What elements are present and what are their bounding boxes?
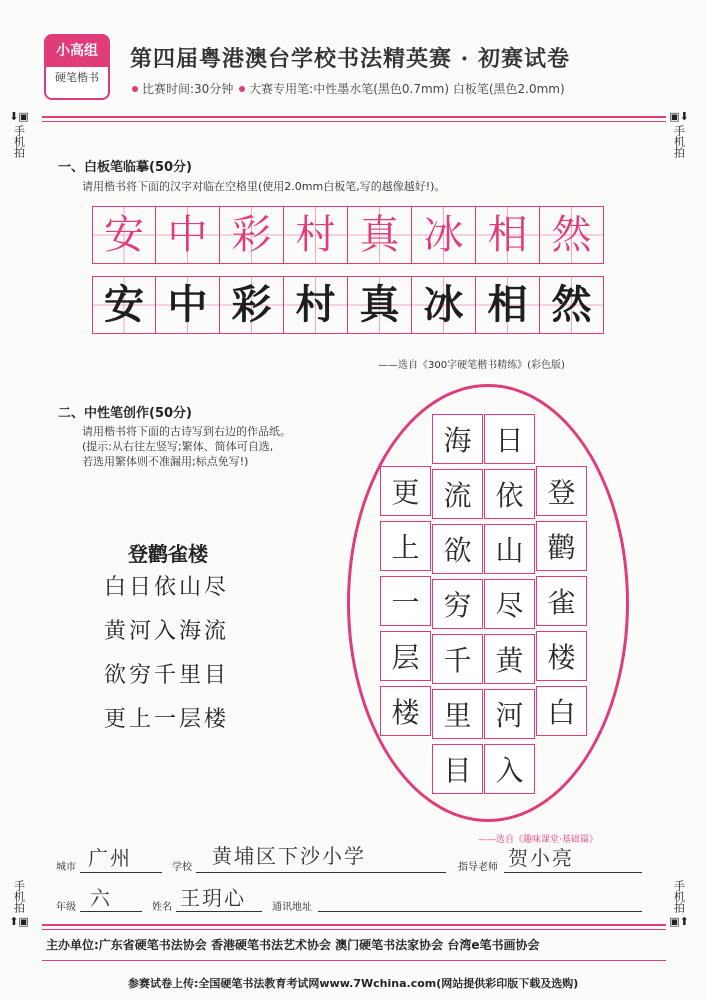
work-char-cell[interactable] [484,634,535,684]
work-char-cell[interactable] [536,631,587,681]
poem-line: 黄河入海流 [104,619,230,644]
work-char: 一 [391,586,420,619]
section1-instruction: 请用楷书将下面的汉字对临在空格里(使用2.0mm白板笔,写的越像越好!)。 [82,180,446,193]
practice-char-cell[interactable]: 安 [92,276,156,334]
side-label: 手机拍 [672,125,686,158]
work-char: 山 [495,534,524,567]
work-char-cell[interactable] [536,686,587,736]
time-info: 比赛时间:30分钟 [142,82,234,96]
poem-line: 欲穷千里目 [104,663,230,688]
teacher-line [504,872,642,873]
group-badge [44,34,110,100]
model-char-cell: 相 [476,206,540,264]
work-char-cell[interactable] [484,414,535,464]
poem-title: 登鹳雀楼 [128,542,208,566]
work-char: 楼 [391,696,420,729]
side-marker-top-left [8,110,30,158]
grade-field[interactable]: 六 [90,886,112,910]
work-char-cell[interactable] [432,469,483,519]
section2-instruction-3: 若选用繁体则不准漏用;标点免写!) [82,455,249,468]
model-char-cell: 彩 [220,206,284,264]
work-char: 欲 [443,534,472,567]
practice-char-cell[interactable]: 中 [156,276,220,334]
work-char: 流 [443,479,472,512]
work-char-cell[interactable] [484,689,535,739]
address-label: 通讯地址 [272,902,312,913]
header-divider [42,116,666,122]
practice-char-cell[interactable]: 彩 [220,276,284,334]
work-char-cell[interactable] [484,579,535,629]
side-label: 手机拍 [12,880,26,913]
section2-heading: 二、中性笔创作(50分) [58,406,192,421]
work-char-cell[interactable] [380,466,431,516]
practice-char-cell[interactable]: 相 [476,276,540,334]
school-field[interactable]: 黄埔区下沙小学 [212,844,366,868]
work-char-cell[interactable] [380,686,431,736]
work-char: 尽 [495,589,524,622]
grade-label: 年级 [56,902,76,913]
address-line [318,911,642,912]
pen-info: 大赛专用笔:中性墨水笔(黑色0.7mm) 白板笔(黑色2.0mm) [249,82,565,96]
side-label: 手机拍 [672,880,686,913]
camera-icon: ▣⬇ [669,110,689,123]
work-char: 依 [495,479,524,512]
work-char: 里 [443,699,472,732]
work-char-cell[interactable] [484,744,535,794]
work-char-cell[interactable] [380,631,431,681]
work-char: 白 [547,696,576,729]
badge-style-label: 硬笔楷书 [55,71,99,84]
camera-icon: ⬆▣ [9,915,29,928]
work-char-cell[interactable] [432,634,483,684]
school-line [196,872,446,873]
work-char: 楼 [547,641,576,674]
work-char-cell[interactable] [536,521,587,571]
work-char-cell[interactable] [484,469,535,519]
bullet-dot-icon [239,86,245,92]
work-char-cell[interactable] [432,579,483,629]
city-field[interactable]: 广州 [88,846,132,870]
teacher-field[interactable]: 贺小亮 [508,846,574,870]
work-char-cell[interactable] [432,689,483,739]
practice-char-cell[interactable]: 真 [348,276,412,334]
work-char-cell[interactable] [380,576,431,626]
bullet-dot-icon [132,86,138,92]
work-char-cell[interactable] [484,524,535,574]
teacher-label: 指导老师 [458,862,498,873]
practice-char-cell[interactable]: 然 [540,276,604,334]
organizers-line: 主办单位:广东省硬笔书法协会 香港硬笔书法艺术协会 澳门硬笔书法家协会 台湾e笔书画协会 [46,938,540,952]
work-char-cell[interactable] [380,521,431,571]
work-char: 日 [495,424,524,457]
work-char: 层 [391,641,420,674]
work-char: 目 [443,754,472,787]
work-char: 鹳 [547,531,576,564]
camera-icon: ⬇▣ [9,110,29,123]
model-char-cell: 中 [156,206,220,264]
work-char-cell[interactable] [432,414,483,464]
footer-divider [42,924,666,930]
work-char: 入 [495,754,524,787]
work-char: 雀 [547,586,576,619]
model-char-cell: 冰 [412,206,476,264]
practice-char-row [92,276,606,336]
section2-instruction-1: 请用楷书将下面的古诗写到右边的作品纸。 [82,425,291,438]
model-char-cell: 真 [348,206,412,264]
work-char: 穷 [443,589,472,622]
model-char-cell: 安 [92,206,156,264]
work-char-cell[interactable] [536,466,587,516]
city-label: 城市 [56,862,76,873]
exam-info [130,80,565,97]
work-char: 河 [495,699,524,732]
work-char: 上 [391,531,420,564]
camera-icon: ▣⬆ [669,915,689,928]
school-label: 学校 [172,862,192,873]
model-char-cell: 村 [284,206,348,264]
section1-heading: 一、白板笔临摹(50分) [58,160,192,175]
badge-group-label: 小高组 [46,36,108,67]
work-char: 黄 [495,644,524,677]
model-char-cell: 然 [540,206,604,264]
work-char-cell[interactable] [432,744,483,794]
page-title: 第四届粤港澳台学校书法精英赛 · 初赛试卷 [130,46,570,72]
section2-source: ——选自《趣味课堂·基础篇》 [478,835,598,845]
name-line [176,911,262,912]
upload-info: 参赛试卷上传:全国硬笔书法教育考试网www.7Wchina.com(网站提供彩印版下载及选购) [128,977,579,990]
practice-char-cell[interactable]: 冰 [412,276,476,334]
side-label: 手机拍 [12,125,26,158]
model-char-row [92,206,606,266]
work-char-cell[interactable] [536,576,587,626]
city-line [80,872,162,873]
work-char: 千 [443,644,472,677]
name-field[interactable]: 王玥心 [180,886,246,910]
poem-line: 更上一层楼 [104,707,230,732]
section1-source: ——选自《300字硬笔楷书精练》(彩色版) [378,360,565,371]
side-marker-bottom-right [668,880,690,928]
side-marker-top-right [668,110,690,158]
side-marker-bottom-left [8,880,30,928]
grade-line [80,911,142,912]
work-char: 海 [443,424,472,457]
poem-line: 白日依山尽 [104,575,230,600]
footer-rule [42,960,666,961]
name-label: 姓名 [152,902,172,913]
work-char: 登 [547,476,576,509]
work-char-cell[interactable] [432,524,483,574]
practice-char-cell[interactable]: 村 [284,276,348,334]
section2-instruction-2: (提示:从右往左竖写;繁体、简体可自选, [82,440,274,453]
work-char: 更 [391,476,420,509]
